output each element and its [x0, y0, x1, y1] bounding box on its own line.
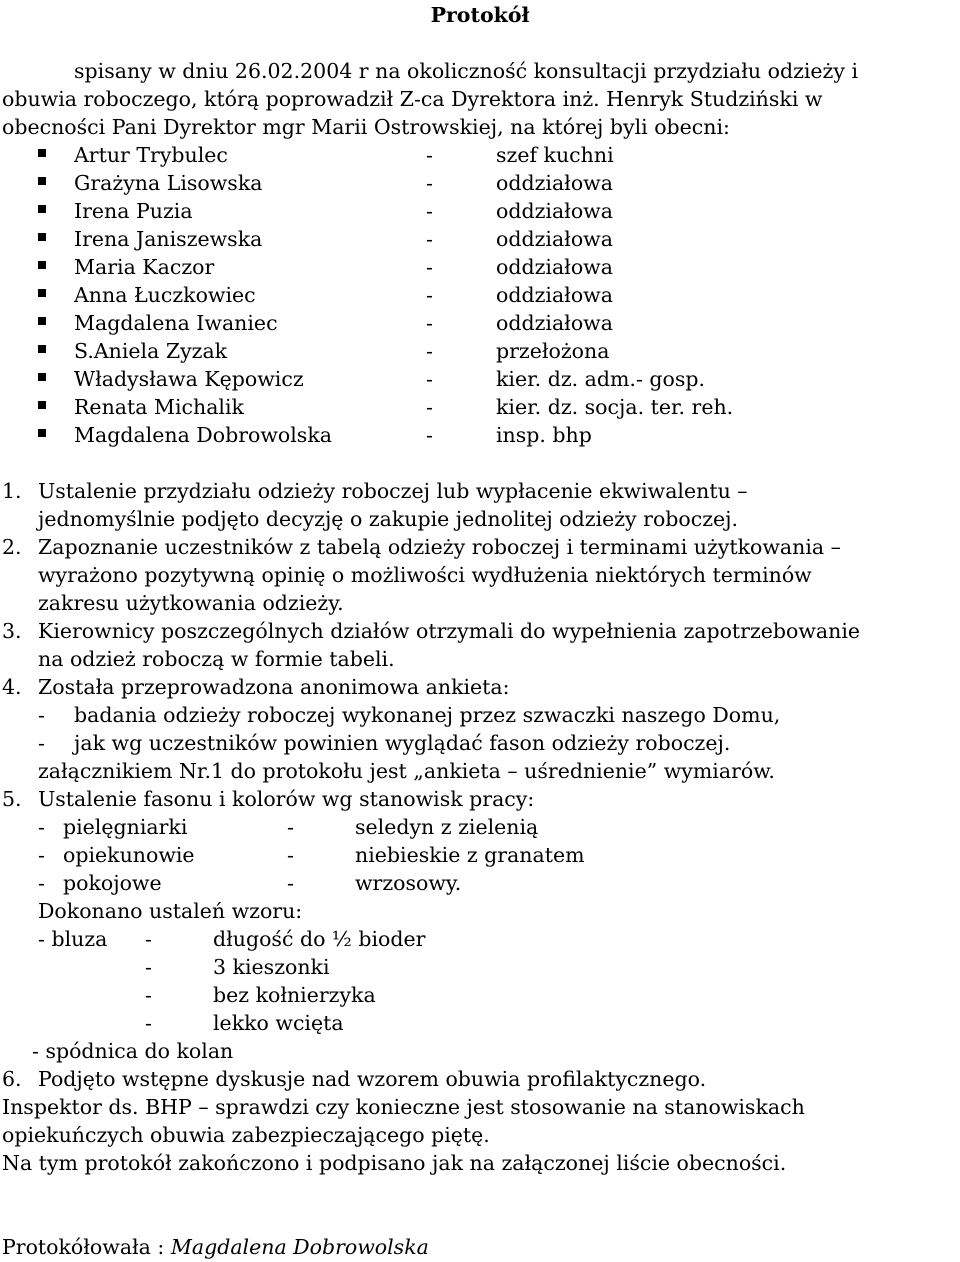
- square-bullet-icon: [38, 317, 46, 325]
- closing-line: Inspektor ds. BHP – sprawdzi czy konieczne jest stosowanie na stanowiskach: [2, 1095, 805, 1119]
- attendee-role: insp. bhp: [496, 423, 592, 447]
- attendee-name: Władysława Kępowicz: [74, 367, 304, 391]
- attendee-role: oddziałowa: [496, 199, 613, 223]
- staff-group: pielęgniarki: [63, 815, 188, 839]
- point-text: Ustalenie przydziału odzieży roboczej lub wypłacenie ekwiwalentu –: [38, 479, 748, 503]
- attendee-role: oddziałowa: [496, 255, 613, 279]
- sub-dash: -: [287, 843, 294, 867]
- attendee-dash: -: [426, 143, 433, 167]
- attendee-dash: -: [426, 423, 433, 447]
- square-bullet-icon: [38, 429, 46, 437]
- garment-detail: długość do ½ bioder: [213, 927, 426, 951]
- uniform-color: niebieskie z granatem: [355, 843, 585, 867]
- garment-detail: 3 kieszonki: [213, 955, 330, 979]
- attendee-name: Magdalena Dobrowolska: [74, 423, 332, 447]
- attendee-name: Irena Puzia: [74, 199, 193, 223]
- staff-group: opiekunowie: [63, 843, 195, 867]
- sub-dash: -: [287, 815, 294, 839]
- document-title: Protokół: [430, 3, 530, 27]
- closing-line: opiekuńczych obuwia zabezpieczającego piętę.: [2, 1123, 490, 1147]
- sub-dash: -: [38, 731, 45, 755]
- attendee-name: S.Aniela Zyzak: [74, 339, 228, 363]
- attendee-role: oddziałowa: [496, 283, 613, 307]
- garment-detail: lekko wcięta: [213, 1011, 344, 1035]
- square-bullet-icon: [38, 373, 46, 381]
- attendee-dash: -: [426, 255, 433, 279]
- square-bullet-icon: [38, 233, 46, 241]
- intro-line: obuwia roboczego, którą poprowadził Z-ca Dyrektora inż. Henryk Studziński w: [2, 87, 823, 111]
- sub-dash: -: [38, 843, 45, 867]
- point-text: zakresu użytkowania odzieży.: [38, 591, 344, 615]
- square-bullet-icon: [38, 401, 46, 409]
- sub-dash: -: [145, 927, 152, 951]
- attendee-name: Grażyna Lisowska: [74, 171, 263, 195]
- attendee-dash: -: [426, 171, 433, 195]
- point-text: załącznikiem Nr.1 do protokołu jest „ankieta – uśrednienie” wymiarów.: [38, 759, 775, 783]
- attendee-role: oddziałowa: [496, 227, 613, 251]
- sub-dash: -: [145, 955, 152, 979]
- point-text: jednomyślnie podjęto decyzję o zakupie jednolitej odzieży roboczej.: [38, 507, 739, 531]
- attendee-dash: -: [426, 199, 433, 223]
- point-text: Kierownicy poszczególnych działów otrzymali do wypełnienia zapotrzebowanie: [38, 619, 861, 643]
- point-text: jak wg uczestników powinien wyglądać fason odzieży roboczej.: [74, 731, 731, 755]
- attendee-role: przełożona: [496, 339, 610, 363]
- sub-dash: -: [38, 815, 45, 839]
- attendee-name: Anna Łuczkowiec: [74, 283, 256, 307]
- attendee-dash: -: [426, 339, 433, 363]
- signature-line: [2, 1233, 429, 1261]
- point-text: Podjęto wstępne dyskusje nad wzorem obuwia profilaktycznego.: [38, 1067, 707, 1091]
- square-bullet-icon: [38, 345, 46, 353]
- attendee-name: Magdalena Iwaniec: [74, 311, 278, 335]
- sub-dash: -: [38, 871, 45, 895]
- point-number: 4.: [2, 675, 22, 699]
- point-text: Zapoznanie uczestników z tabelą odzieży roboczej i terminami użytkowania –: [38, 535, 841, 559]
- attendee-role: oddziałowa: [496, 171, 613, 195]
- signature-label: Protokółowała :: [2, 1235, 165, 1259]
- sub-dash: -: [145, 1011, 152, 1035]
- attendee-role: szef kuchni: [496, 143, 614, 167]
- sub-dash: -: [38, 703, 45, 727]
- uniform-color: seledyn z zielenią: [355, 815, 539, 839]
- attendee-role: kier. dz. adm.- gosp.: [496, 367, 706, 391]
- point-number: 3.: [2, 619, 22, 643]
- point-text: Została przeprowadzona anonimowa ankieta:: [38, 675, 510, 699]
- attendee-name: Maria Kaczor: [74, 255, 215, 279]
- point-text: Ustalenie fasonu i kolorów wg stanowisk pracy:: [38, 787, 535, 811]
- point-number: 5.: [2, 787, 22, 811]
- staff-group: pokojowe: [63, 871, 162, 895]
- point-text: badania odzieży roboczej wykonanej przez szwaczki naszego Domu,: [74, 703, 781, 727]
- point-text: na odzież roboczą w formie tabeli.: [38, 647, 395, 671]
- attendee-dash: -: [426, 283, 433, 307]
- attendee-role: oddziałowa: [496, 311, 613, 335]
- uniform-color: wrzosowy.: [355, 871, 462, 895]
- point-number: 2.: [2, 535, 22, 559]
- signature-name: Magdalena Dobrowolska: [170, 1235, 429, 1259]
- square-bullet-icon: [38, 261, 46, 269]
- pattern-intro: Dokonano ustaleń wzoru:: [38, 899, 303, 923]
- square-bullet-icon: [38, 289, 46, 297]
- intro-line: spisany w dniu 26.02.2004 r na okoliczność konsultacji przydziału odzieży i: [74, 59, 859, 83]
- attendee-dash: -: [426, 227, 433, 251]
- closing-line: Na tym protokół zakończono i podpisano jak na załączonej liście obecności.: [2, 1151, 787, 1175]
- sub-dash: -: [145, 983, 152, 1007]
- sub-dash: -: [287, 871, 294, 895]
- square-bullet-icon: [38, 205, 46, 213]
- attendee-role: kier. dz. socja. ter. reh.: [496, 395, 734, 419]
- square-bullet-icon: [38, 149, 46, 157]
- attendee-name: Irena Janiszewska: [74, 227, 263, 251]
- intro-line: obecności Pani Dyrektor mgr Marii Ostrowskiej, na której byli obecni:: [2, 115, 730, 139]
- attendee-dash: -: [426, 367, 433, 391]
- attendee-dash: -: [426, 395, 433, 419]
- attendee-dash: -: [426, 311, 433, 335]
- point-text: wyrażono pozytywną opinię o możliwości wydłużenia niektórych terminów: [38, 563, 812, 587]
- garment-label: - bluza: [38, 927, 108, 951]
- attendee-name: Renata Michalik: [74, 395, 244, 419]
- garment-detail: bez kołnierzyka: [213, 983, 376, 1007]
- attendee-name: Artur Trybulec: [74, 143, 228, 167]
- garment-label: - spódnica do kolan: [32, 1039, 234, 1063]
- square-bullet-icon: [38, 177, 46, 185]
- point-number: 1.: [2, 479, 22, 503]
- point-number: 6.: [2, 1067, 22, 1091]
